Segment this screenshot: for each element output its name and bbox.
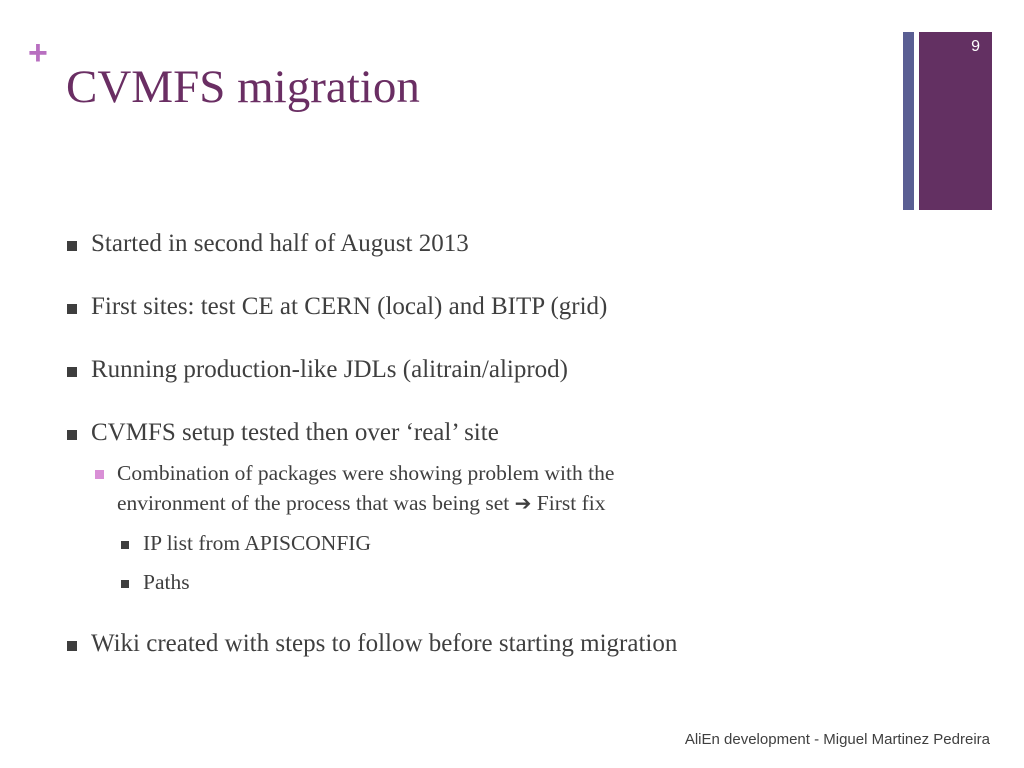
square-bullet-icon <box>67 641 77 651</box>
bullet-item: Started in second half of August 2013 <box>91 230 469 257</box>
arrow-right-icon: ➔ <box>514 491 532 515</box>
bullet-item: First sites: test CE at CERN (local) and BITP (grid) <box>91 293 608 320</box>
sub-sub-bullet-item: Paths <box>143 570 190 594</box>
square-bullet-icon <box>67 241 77 251</box>
square-bullet-icon <box>95 470 104 479</box>
sub-sub-bullet-item: IP list from APISCONFIG <box>143 531 371 555</box>
bullet-item: Running production-like JDLs (alitrain/aliprod) <box>91 356 568 383</box>
plus-icon: + <box>28 34 48 72</box>
sub-bullet-line: Combination of packages were showing problem with the <box>117 461 615 485</box>
square-bullet-icon <box>67 304 77 314</box>
slide-footer: AliEn development - Miguel Martinez Pedreira <box>684 731 990 748</box>
square-bullet-icon <box>67 367 77 377</box>
bullet-item: CVMFS setup tested then over ‘real’ site <box>91 419 499 446</box>
square-bullet-icon <box>121 541 129 549</box>
sub-bullet-text: environment of the process that was being set <box>117 491 510 515</box>
sub-bullet-text: First fix <box>536 491 606 515</box>
sub-bullet-line <box>117 488 614 518</box>
page-number: 9 <box>971 38 980 55</box>
slide-title: CVMFS migration <box>66 61 420 113</box>
sub-bullet-item <box>117 458 614 518</box>
bullet-item: Wiki created with steps to follow before starting migration <box>91 630 678 657</box>
square-bullet-icon <box>121 580 129 588</box>
square-bullet-icon <box>67 430 77 440</box>
